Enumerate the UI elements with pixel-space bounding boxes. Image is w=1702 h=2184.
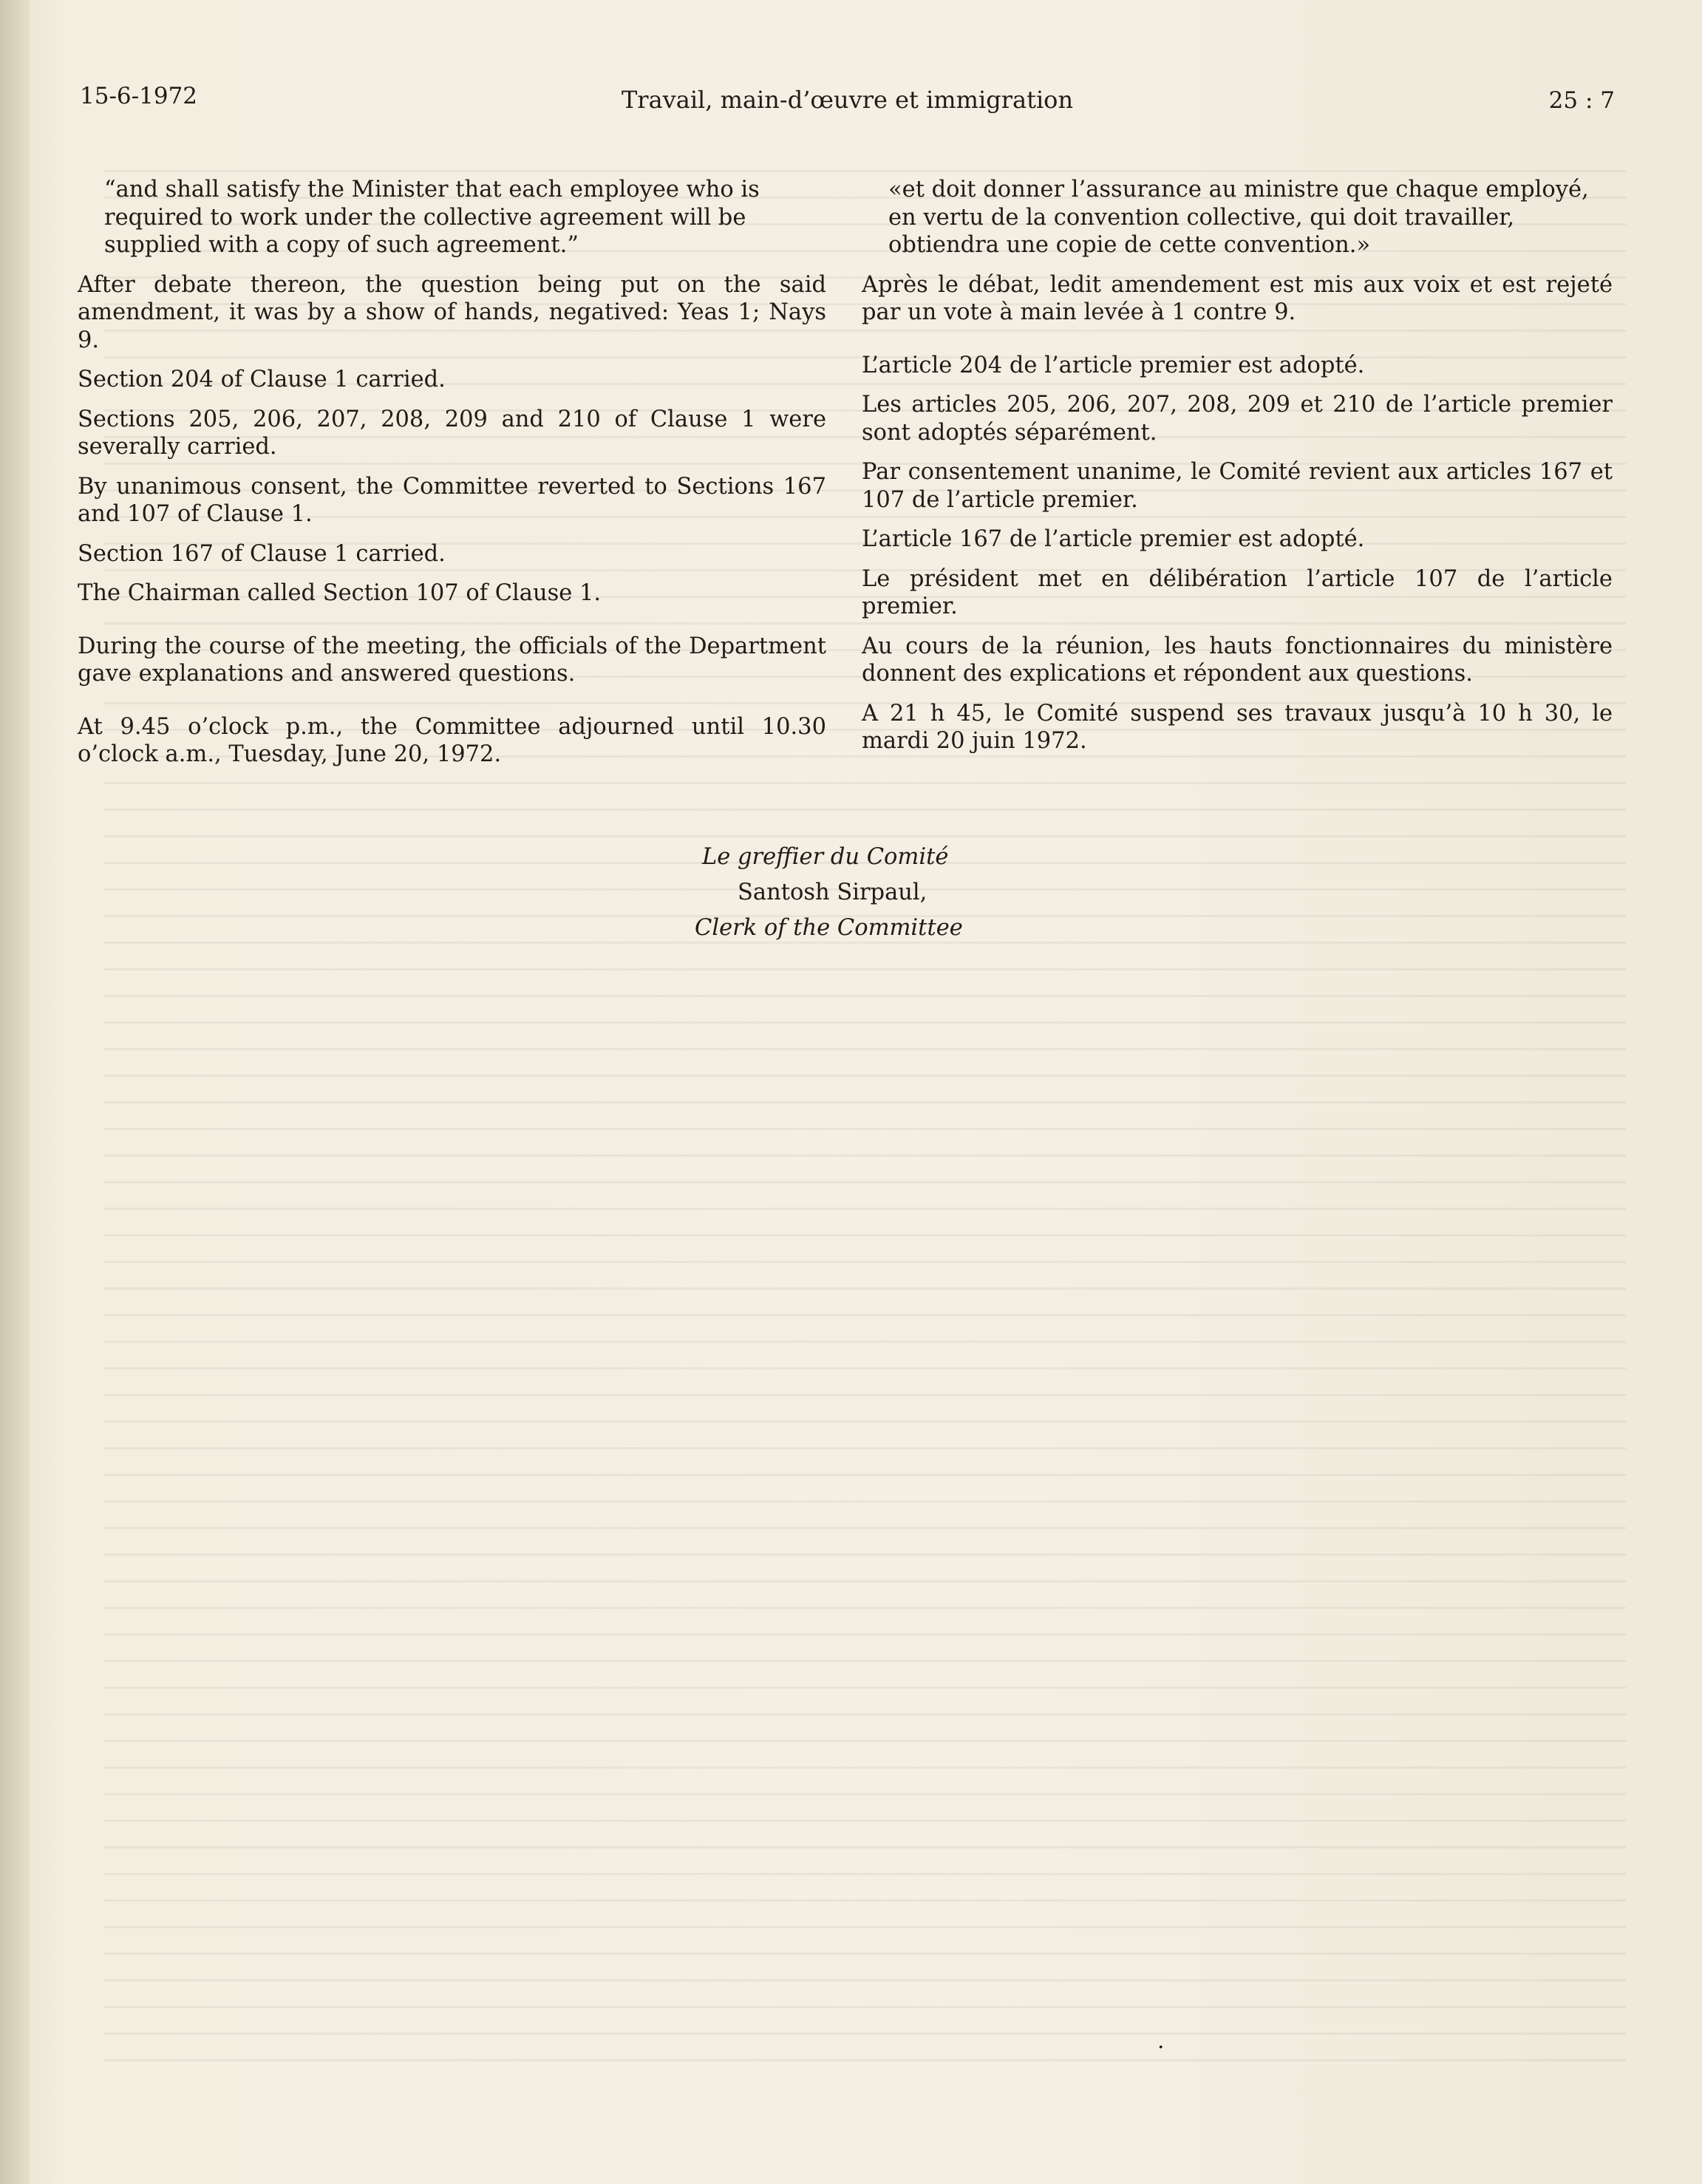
- clerk-title-en: Clerk of the Committee: [695, 915, 963, 941]
- article-204-fr: L’article 204 de l’article premier est adopté.: [862, 352, 1365, 378]
- header-title: Travail, main-d’œuvre et immigration: [621, 86, 1074, 114]
- sections-205-210-en: Sections 205, 206, 207, 208, 209 and 210 of Clause 1 were severally carried.: [78, 406, 826, 460]
- amendment-quote-fr: «et doit donner l’assurance au ministre que chaque employé, en vertu de la convention collective, qui doit travailler, obtiendra une copie de cette convention.»: [888, 177, 1589, 258]
- header-page-number: 25 : 7: [1548, 87, 1615, 114]
- section-167-en: Section 167 of Clause 1 carried.: [78, 540, 446, 567]
- amendment-quote-en: “and shall satisfy the Minister that each employee who is required to work under the collective agreement will be supplied with a copy of such agreement.”: [104, 177, 760, 258]
- debate-result-fr: Après le débat, ledit amendement est mis aux voix et est rejeté par un vote à main levée à 1 contre 9.: [862, 271, 1613, 325]
- header-date: 15-6-1972: [80, 83, 198, 109]
- signature-block: [658, 840, 963, 946]
- debate-result-en: After debate thereon, the question being put on the said amendment, it was by a show of hands, negatived: Yeas 1; Nays 9.: [78, 271, 826, 353]
- page-header: [80, 83, 1615, 120]
- officials-fr: Au cours de la réunion, les hauts fonctionnaires du ministère donnent des explications et répondent aux questions.: [862, 633, 1613, 687]
- book-spine-shadow: [0, 0, 30, 2184]
- chairman-call-en: The Chairman called Section 107 of Clause 1.: [78, 580, 602, 606]
- consent-fr: Par consentement unanime, le Comité revient aux articles 167 et 107 de l’article premier.: [862, 459, 1613, 513]
- officials-en: During the course of the meeting, the officials of the Department gave explanations and answered questions.: [78, 633, 826, 687]
- president-call-fr: Le président met en délibération l’article 107 de l’article premier.: [862, 565, 1613, 619]
- reverted-en: By unanimous consent, the Committee reverted to Sections 167 and 107 of Clause 1.: [78, 473, 826, 527]
- section-204-en: Section 204 of Clause 1 carried.: [78, 367, 446, 392]
- adjournment-en: At 9.45 o’clock p.m., the Committee adjourned until 10.30 o’clock a.m., Tuesday, June 20, 1972.: [78, 713, 826, 767]
- clerk-name: Santosh Sirpaul,: [738, 880, 927, 905]
- article-167-fr: L’article 167 de l’article premier est adopté.: [862, 526, 1365, 552]
- articles-205-210-fr: Les articles 205, 206, 207, 208, 209 et 210 de l’article premier sont adoptés séparément.: [862, 392, 1613, 446]
- adjournment-fr: A 21 h 45, le Comité suspend ses travaux jusqu’à 10 h 30, le mardi 20 juin 1972.: [862, 700, 1613, 754]
- english-column: [78, 176, 826, 780]
- clerk-title-fr: Le greffier du Comité: [702, 844, 949, 870]
- french-column: [862, 176, 1613, 767]
- footer-mark: .: [1157, 2028, 1165, 2054]
